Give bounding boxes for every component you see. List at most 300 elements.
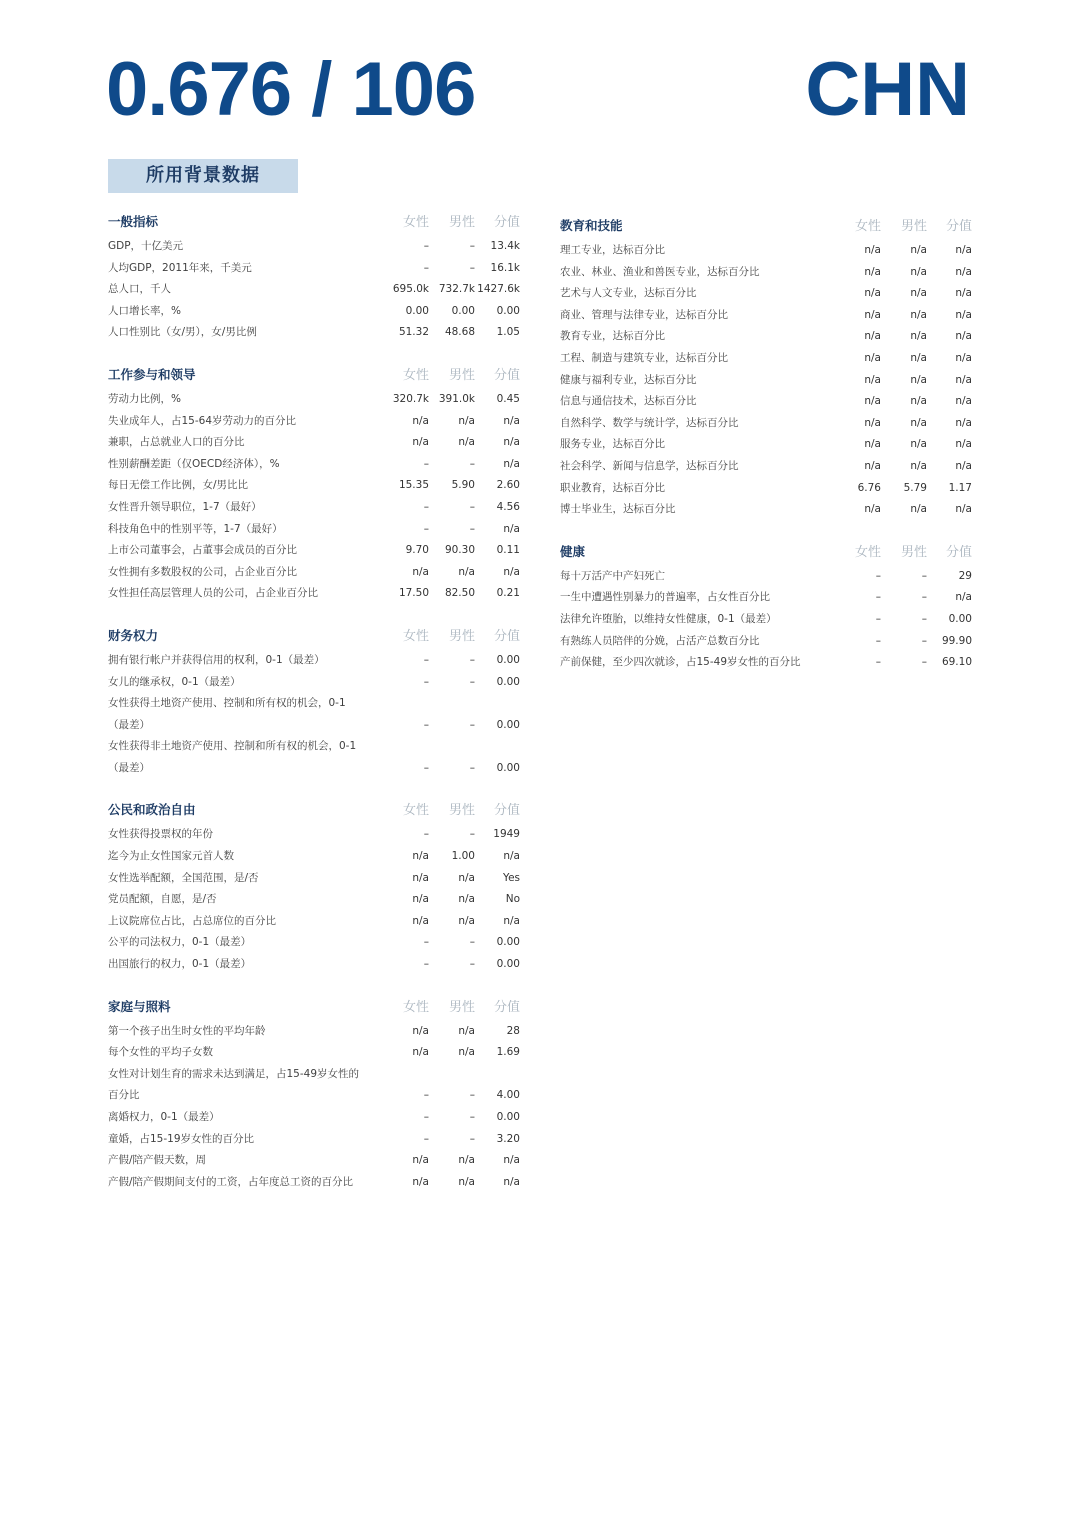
row-label: 总人口，千人 (108, 283, 171, 296)
row-label: 工程、制造与建筑专业，达标百分比 (560, 351, 728, 364)
female-value: n/a (864, 308, 881, 321)
table-row (560, 609, 974, 631)
score-value: 1.05 (496, 326, 520, 339)
row-label: 职业教育，达标百分比 (560, 481, 665, 494)
column-header-female: 女性 (854, 544, 881, 560)
section-header (560, 212, 974, 240)
female-value: n/a (412, 893, 429, 906)
female-value: 17.50 (398, 587, 429, 600)
female-value: – (423, 936, 429, 949)
row-label: 理工专业，达标百分比 (560, 244, 665, 256)
score-value: n/a (955, 287, 972, 300)
row-label: 女性选举配额，全国范围，是/否 (108, 871, 259, 884)
column-header-female: 女性 (854, 219, 881, 234)
female-value: – (875, 612, 881, 625)
data-section (560, 212, 974, 521)
row-label: 产假/陪产假天数，周 (108, 1154, 207, 1167)
left-column (108, 208, 522, 1210)
row-label: 产假/陪产假期间支付的工资，占年度总工资的百分比 (108, 1175, 354, 1188)
male-value: – (469, 261, 475, 274)
row-label: 女性获得投票权的年份 (108, 828, 213, 841)
row-label: 人口性别比（女/男），女/男比例 (108, 326, 257, 339)
table-row (108, 258, 522, 280)
male-value: – (469, 1089, 475, 1102)
table-row (560, 631, 974, 653)
country-code: CHN (805, 47, 970, 132)
section-title: 工作参与和领导 (108, 366, 196, 382)
female-value: n/a (412, 1154, 429, 1167)
female-value: n/a (412, 871, 429, 884)
male-value: 82.50 (444, 587, 475, 600)
female-value: – (423, 500, 429, 513)
table-row (108, 519, 522, 541)
row-label: 女性晋升领导职位，1-7（最好） (108, 500, 262, 513)
female-value: n/a (412, 436, 429, 449)
section-title: 一般指标 (108, 214, 159, 229)
row-label: 社会科学、新闻与信息学，达标百分比 (560, 459, 739, 472)
row-label: 女性对计划生育的需求未达到满足，占15-49岁女性的百分比 (108, 1067, 360, 1102)
male-value: n/a (458, 565, 475, 578)
table-row (108, 846, 522, 868)
column-header-female: 女性 (402, 367, 429, 383)
male-value: n/a (910, 459, 927, 472)
table-row (108, 475, 522, 497)
male-value: – (469, 936, 475, 949)
table-row (108, 279, 522, 301)
table-row (108, 736, 522, 779)
row-label: 人口增长率，% (108, 304, 181, 317)
female-value: – (423, 457, 429, 470)
male-value: – (469, 958, 475, 971)
row-label: 每个女性的平均子女数 (108, 1046, 213, 1059)
male-value: – (469, 675, 475, 688)
score-value: 1427.6k (477, 283, 520, 296)
male-value: 391.0k (438, 392, 475, 405)
row-label: 商业、管理与法律专业，达标百分比 (560, 308, 728, 321)
table-row (108, 954, 522, 976)
row-label: 教育专业，达标百分比 (560, 330, 665, 343)
column-header-male: 男性 (448, 367, 475, 383)
column-header-score: 分值 (493, 215, 520, 230)
score-value: n/a (955, 373, 972, 386)
female-value: n/a (412, 565, 429, 578)
row-label: 艺术与人文专业，达标百分比 (560, 287, 697, 300)
section-title: 教育和技能 (560, 218, 623, 233)
male-value: n/a (910, 330, 927, 343)
score-value: 16.1k (490, 261, 520, 274)
table-row (560, 305, 974, 327)
score-value: 0.00 (496, 675, 520, 688)
score-value: n/a (955, 265, 972, 278)
male-value: n/a (458, 1024, 475, 1037)
row-label: 女儿的继承权，0-1（最差） (108, 675, 241, 688)
score-value: 13.4k (490, 240, 520, 252)
row-label: 党员配额，自愿，是/否 (108, 893, 217, 906)
column-header-female: 女性 (402, 215, 429, 230)
male-value: 732.7k (438, 283, 475, 296)
score-value: n/a (955, 351, 972, 364)
table-row (560, 240, 974, 262)
table-row (560, 652, 974, 674)
table-row (108, 1172, 522, 1194)
female-value: n/a (864, 438, 881, 451)
row-label: 拥有银行帐户并获得信用的权利，0-1（最差） (108, 653, 325, 666)
data-section (108, 622, 522, 780)
table-row (560, 370, 974, 392)
female-value: – (423, 828, 429, 841)
table-row (108, 301, 522, 323)
table-row (108, 583, 522, 605)
table-row (108, 322, 522, 344)
row-label: 农业、林业、渔业和兽医专业，达标百分比 (560, 265, 760, 278)
male-value: n/a (458, 414, 475, 427)
row-label: 女性获得非土地资产使用、控制和所有权的机会，0-1（最差） (108, 740, 357, 774)
score-value: 0.00 (496, 304, 520, 317)
section-header (108, 622, 522, 650)
score-value: n/a (503, 850, 520, 863)
male-value: – (921, 569, 927, 582)
female-value: – (423, 261, 429, 274)
male-value: – (469, 522, 475, 535)
male-value: – (469, 653, 475, 666)
row-label: 人均GDP，2011年来，千美元 (108, 261, 252, 274)
female-value: n/a (864, 265, 881, 278)
table-row (560, 391, 974, 413)
female-value: n/a (864, 503, 881, 516)
score-value: n/a (955, 459, 972, 472)
table-row (108, 672, 522, 694)
table-row (108, 540, 522, 562)
row-label: 每十万活产中产妇死亡 (560, 569, 665, 582)
table-row (108, 932, 522, 954)
table-row (108, 824, 522, 846)
female-value: n/a (864, 287, 881, 300)
male-value: n/a (910, 438, 927, 451)
table-row (560, 587, 974, 609)
table-row (108, 650, 522, 672)
score-value: 1.69 (496, 1046, 520, 1059)
row-label: 健康与福利专业，达标百分比 (560, 373, 697, 386)
female-value: – (423, 718, 429, 731)
row-label: 女性担任高层管理人员的公司，占企业百分比 (108, 587, 318, 600)
row-label: 每日无偿工作比例，女/男比比 (108, 479, 249, 492)
male-value: n/a (458, 893, 475, 906)
row-label: 一生中遭遇性别暴力的普遍率，占女性百分比 (560, 591, 770, 604)
score-value: n/a (503, 457, 520, 470)
male-value: 0.00 (451, 304, 475, 317)
male-value: n/a (910, 373, 927, 386)
score-value: n/a (503, 1175, 520, 1188)
column-header-male: 男性 (448, 628, 475, 644)
score-value: 29 (958, 569, 972, 582)
score-value: 0.00 (496, 653, 520, 666)
male-value: – (469, 761, 475, 774)
section-header (108, 993, 522, 1021)
column-header-female: 女性 (402, 628, 429, 644)
table-row (108, 693, 522, 736)
male-value: n/a (910, 244, 927, 256)
row-label: 童婚，占15-19岁女性的百分比 (108, 1132, 255, 1145)
score-value: 2.60 (496, 479, 520, 492)
row-label: 服务专业，达标百分比 (560, 438, 665, 451)
right-column (560, 212, 974, 691)
score-value: n/a (955, 416, 972, 429)
table-row (108, 1021, 522, 1043)
row-label: 第一个孩子出生时女性的平均年龄 (108, 1024, 266, 1037)
score-value: 0.00 (496, 761, 520, 774)
female-value: – (875, 569, 881, 582)
female-value: n/a (412, 914, 429, 927)
section-header (108, 796, 522, 824)
male-value: n/a (910, 287, 927, 300)
female-value: – (875, 634, 881, 647)
row-label: 上市公司董事会，占董事会成员的百分比 (108, 544, 297, 557)
score-value: 3.20 (496, 1132, 520, 1145)
female-value: 0.00 (405, 304, 429, 317)
score-value: 0.11 (496, 544, 520, 557)
score-value: 4.56 (496, 500, 520, 513)
row-label: 信息与通信技术，达标百分比 (560, 395, 697, 408)
table-row (108, 1064, 522, 1107)
data-section (108, 361, 522, 605)
female-value: n/a (412, 850, 429, 863)
row-label: 兼职，占总就业人口的百分比 (108, 436, 245, 449)
score-value: 0.00 (496, 718, 520, 731)
female-value: n/a (864, 395, 881, 408)
score-value: n/a (503, 914, 520, 927)
female-value: 51.32 (398, 326, 429, 339)
female-value: 320.7k (392, 392, 429, 405)
data-section (560, 538, 974, 674)
female-value: n/a (864, 330, 881, 343)
row-label: 出国旅行的权力，0-1（最差） (108, 958, 252, 971)
data-section (108, 208, 522, 344)
score-value: 4.00 (496, 1089, 520, 1102)
column-header-score: 分值 (493, 999, 520, 1015)
female-value: – (423, 653, 429, 666)
row-label: 公平的司法权力，0-1（最差） (108, 936, 252, 949)
female-value: n/a (864, 351, 881, 364)
male-value: n/a (458, 914, 475, 927)
female-value: – (423, 522, 429, 535)
score-value: 0.00 (948, 612, 972, 625)
row-label: 博士毕业生，达标百分比 (560, 503, 676, 516)
female-value: – (423, 1111, 429, 1123)
female-value: 6.76 (857, 481, 881, 494)
female-value: 9.70 (405, 544, 429, 557)
male-value: – (921, 612, 927, 625)
score-value: 0.45 (496, 392, 520, 405)
table-row (560, 413, 974, 435)
row-label: 科技角色中的性别平等，1-7（最好） (108, 522, 283, 535)
row-label: 离婚权力，0-1（最差） (108, 1111, 220, 1123)
row-label: 产前保健，至少四次就诊，占15-49岁女性的百分比 (560, 656, 801, 669)
row-label: 法律允许堕胎，以维持女性健康，0-1（最差） (560, 612, 777, 625)
column-header-male: 男性 (448, 803, 475, 819)
row-label: 劳动力比例，% (108, 392, 181, 405)
female-value: – (875, 591, 881, 604)
female-value: n/a (864, 459, 881, 472)
female-value: – (423, 761, 429, 774)
female-value: n/a (864, 416, 881, 429)
table-row (108, 1042, 522, 1064)
row-label: 上议院席位占比，占总席位的百分比 (108, 914, 276, 927)
male-value: 90.30 (444, 544, 475, 557)
table-row (108, 889, 522, 911)
section-header (108, 208, 522, 236)
row-label: 女性拥有多数股权的公司，占企业百分比 (108, 565, 297, 578)
data-section (108, 993, 522, 1194)
column-header-score: 分值 (945, 544, 972, 560)
score-value: 0.00 (496, 1111, 520, 1123)
male-value: n/a (458, 1046, 475, 1059)
score-value: 69.10 (941, 656, 972, 669)
female-value: n/a (864, 244, 881, 256)
section-title: 健康 (560, 543, 586, 559)
score-value: 0.00 (496, 958, 520, 971)
score-value: 0.21 (496, 587, 520, 600)
female-value: – (423, 675, 429, 688)
score-value: n/a (955, 395, 972, 408)
score-value: n/a (955, 591, 972, 604)
male-value: n/a (458, 1154, 475, 1167)
female-value: – (423, 1089, 429, 1102)
row-label: GDP，十亿美元 (108, 240, 184, 252)
table-row (560, 499, 974, 521)
female-value: – (423, 958, 429, 971)
male-value: n/a (910, 503, 927, 516)
row-label: 失业成年人，占15-64岁劳动力的百分比 (108, 414, 297, 427)
male-value: – (469, 828, 475, 841)
score-value: n/a (955, 503, 972, 516)
section-header (560, 538, 974, 566)
table-row (560, 478, 974, 500)
section-title: 家庭与照料 (108, 998, 171, 1014)
section-banner: 所用背景数据 (108, 159, 298, 193)
table-row (560, 326, 974, 348)
table-row (560, 434, 974, 456)
section-title: 公民和政治自由 (108, 802, 196, 818)
score-value: n/a (955, 308, 972, 321)
male-value: – (469, 457, 475, 470)
score-value: n/a (503, 522, 520, 535)
table-row (560, 456, 974, 478)
table-row (560, 566, 974, 588)
female-value: – (875, 656, 881, 669)
column-header-male: 男性 (448, 215, 475, 230)
male-value: – (469, 500, 475, 513)
column-header-male: 男性 (900, 544, 927, 560)
table-row (108, 911, 522, 933)
section-header (108, 361, 522, 389)
male-value: n/a (458, 436, 475, 449)
table-row (108, 389, 522, 411)
column-header-score: 分值 (945, 219, 972, 234)
row-label: 有熟练人员陪伴的分娩，占活产总数百分比 (560, 634, 760, 647)
column-header-score: 分值 (493, 803, 520, 819)
table-row (108, 454, 522, 476)
score-value: 1949 (493, 828, 520, 841)
table-row (560, 283, 974, 305)
male-value: 5.79 (903, 481, 927, 494)
male-value: – (469, 1132, 475, 1145)
score-value: n/a (955, 330, 972, 343)
female-value: n/a (412, 414, 429, 427)
male-value: n/a (910, 308, 927, 321)
female-value: n/a (864, 373, 881, 386)
male-value: n/a (910, 416, 927, 429)
male-value: – (469, 240, 475, 252)
female-value: – (423, 1132, 429, 1145)
score-value: n/a (955, 438, 972, 451)
male-value: n/a (910, 351, 927, 364)
score-value: n/a (503, 436, 520, 449)
male-value: – (921, 656, 927, 669)
table-row (108, 497, 522, 519)
section-title: 财务权力 (108, 627, 159, 643)
score-value: No (505, 893, 520, 906)
male-value: – (921, 634, 927, 647)
row-label: 迄今为止女性国家元首人数 (108, 850, 234, 863)
table-row (108, 236, 522, 258)
male-value: n/a (910, 265, 927, 278)
column-header-female: 女性 (402, 803, 429, 819)
score-title: 0.676 / 106 (106, 47, 476, 132)
score-value: n/a (955, 244, 972, 256)
table-row (108, 411, 522, 433)
table-row (560, 348, 974, 370)
score-value: Yes (503, 871, 520, 884)
table-row (560, 262, 974, 284)
female-value: n/a (412, 1046, 429, 1059)
data-section (108, 796, 522, 975)
column-header-score: 分值 (493, 628, 520, 644)
male-value: n/a (458, 1175, 475, 1188)
column-header-male: 男性 (900, 219, 927, 234)
female-value: n/a (412, 1175, 429, 1188)
table-row (108, 1129, 522, 1151)
column-header-score: 分值 (493, 367, 520, 383)
male-value: – (469, 718, 475, 731)
male-value: – (469, 1111, 475, 1123)
female-value: n/a (412, 1024, 429, 1037)
score-value: 0.00 (496, 936, 520, 949)
score-value: 99.90 (941, 634, 972, 647)
row-label: 女性获得土地资产使用、控制和所有权的机会，0-1（最差） (108, 697, 346, 731)
score-value: n/a (503, 414, 520, 427)
male-value: 5.90 (451, 479, 475, 492)
female-value: – (423, 240, 429, 252)
female-value: 15.35 (398, 479, 429, 492)
column-header-male: 男性 (448, 999, 475, 1015)
table-row (108, 1107, 522, 1129)
row-label: 性别薪酬差距（仅OECD经济体），% (108, 457, 280, 470)
male-value: – (921, 591, 927, 604)
score-value: n/a (503, 565, 520, 578)
male-value: 48.68 (444, 326, 475, 339)
table-row (108, 432, 522, 454)
female-value: 695.0k (392, 283, 429, 296)
score-value: 1.17 (948, 481, 972, 494)
row-label: 自然科学、数学与统计学，达标百分比 (560, 416, 739, 429)
table-row (108, 562, 522, 584)
table-row (108, 868, 522, 890)
male-value: n/a (910, 395, 927, 408)
score-value: n/a (503, 1154, 520, 1167)
male-value: n/a (458, 871, 475, 884)
table-row (108, 1150, 522, 1172)
score-value: 28 (506, 1024, 520, 1037)
